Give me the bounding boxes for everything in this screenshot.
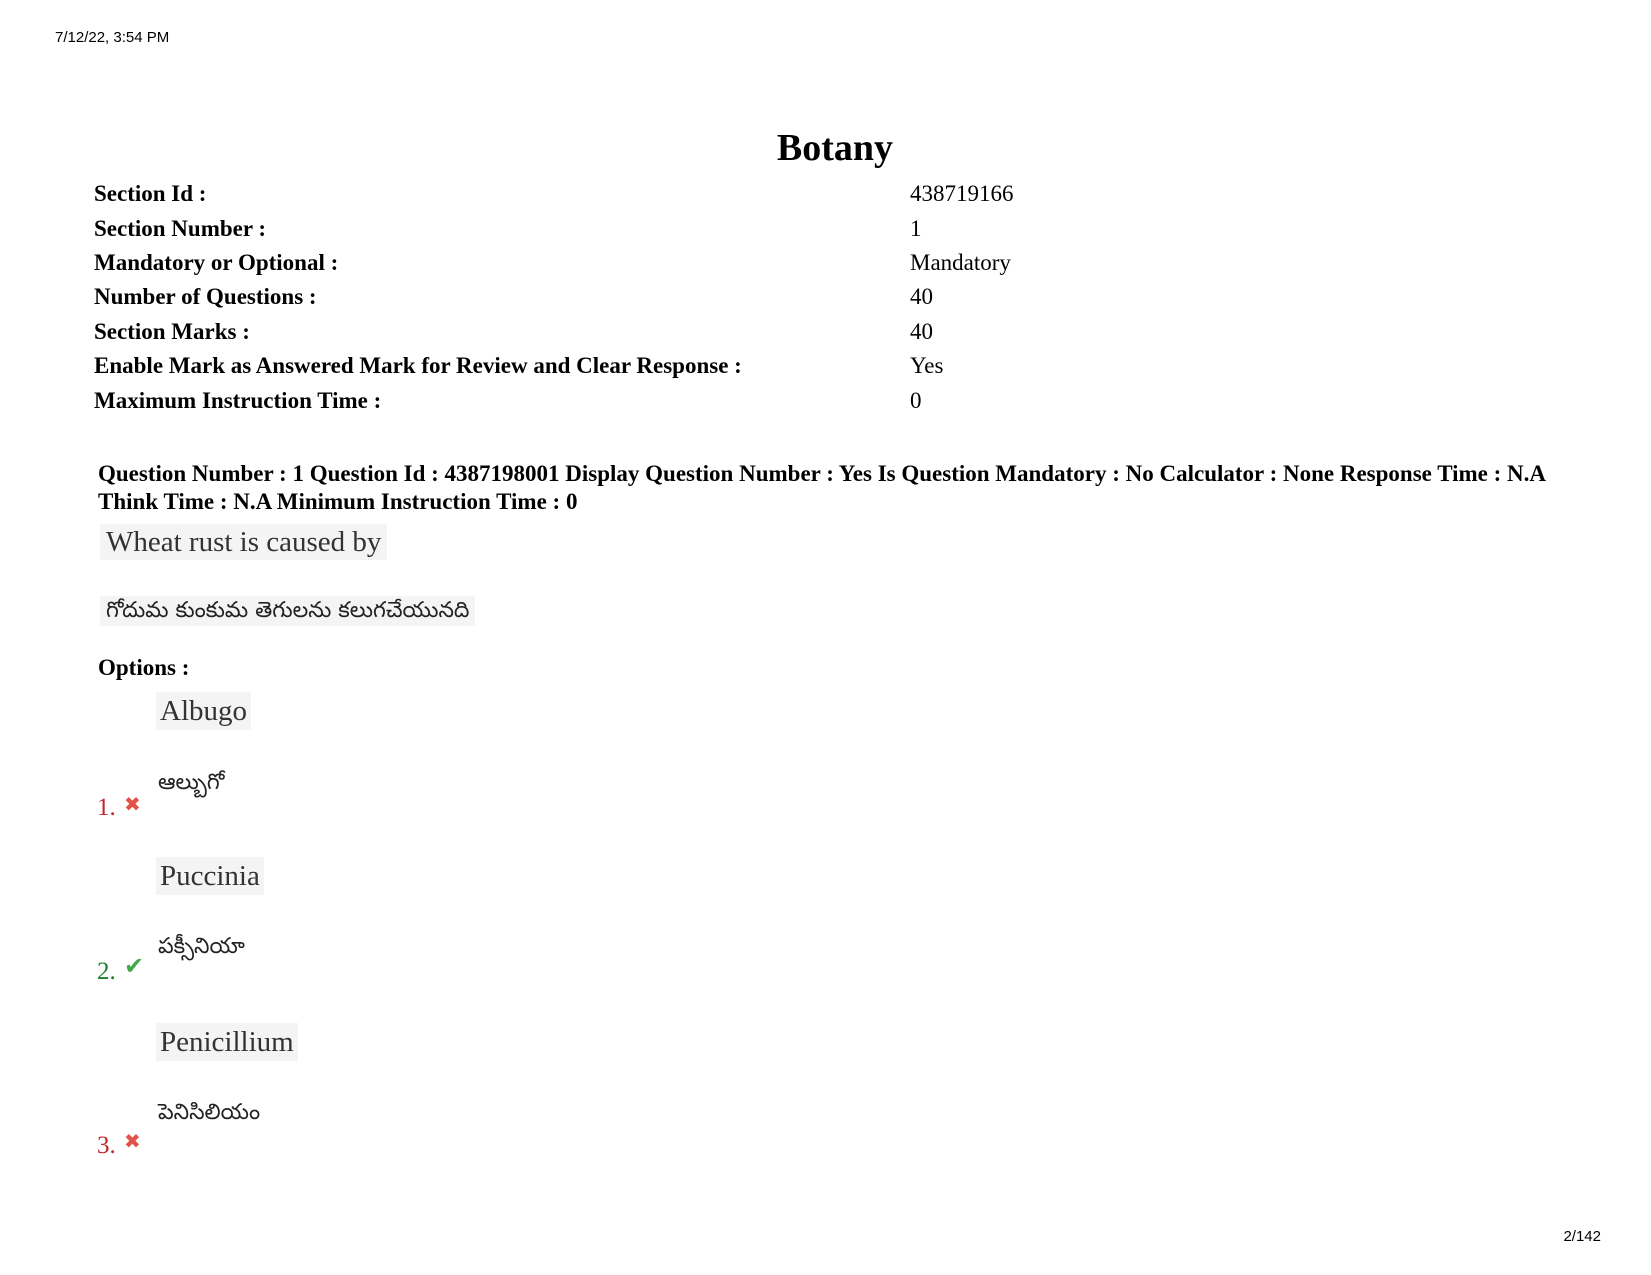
section-info-table (94, 177, 1014, 418)
mandatory-row (94, 246, 1014, 280)
question-count-row (94, 280, 1014, 314)
instruction-time-label: Maximum Instruction Time : (94, 387, 382, 413)
question-count-label: Number of Questions : (94, 284, 317, 310)
print-date: 7/12/22, 3:54 PM (55, 29, 170, 46)
mandatory-label: Mandatory or Optional : (94, 249, 339, 275)
section-marks-value: 40 (910, 318, 933, 344)
question-text-telugu: గోదుమ కుంకుమ తెగులను కలుగచేయునది (100, 596, 475, 626)
instruction-time-row (94, 383, 1014, 417)
cross-icon: ✖ (124, 792, 141, 816)
question-count-value: 40 (910, 284, 933, 310)
section-number-label: Section Number : (94, 215, 267, 241)
option-3-number: 3. (97, 1132, 116, 1159)
question-meta: Question Number : 1 Question Id : 4387198001 Display Question Number : Yes Is Question Mandatory : No Calculator : None Response Time : N.A Think Time : N.A Minimum Instruction Time : 0 (98, 461, 1545, 514)
option-3-text-telugu: పెనిసిలియం (158, 1100, 261, 1125)
option-2-text-telugu: పక్సీనియా (158, 934, 245, 959)
section-marks-row (94, 315, 1014, 349)
enable-mark-label: Enable Mark as Answered Mark for Review and Clear Response : (94, 353, 742, 379)
option-1-text-english: Albugo (156, 692, 251, 730)
option-1-text-telugu: ఆల్బుగో (158, 770, 225, 795)
section-number-row (94, 211, 1014, 245)
cross-icon: ✖ (124, 1129, 141, 1153)
enable-mark-value: Yes (910, 353, 944, 379)
enable-mark-row (94, 349, 1014, 383)
section-number-value: 1 (910, 215, 922, 241)
check-icon: ✔ (124, 952, 145, 980)
option-3-text-english: Penicillium (156, 1023, 298, 1061)
option-2-text-english: Puccinia (156, 857, 264, 895)
question-text-english: Wheat rust is caused by (100, 524, 387, 560)
option-1-number: 1. (97, 794, 116, 821)
mandatory-value: Mandatory (910, 249, 1011, 275)
section-id-value: 438719166 (910, 181, 1014, 207)
options-label: Options : (98, 655, 190, 680)
section-marks-label: Section Marks : (94, 318, 250, 344)
section-id-row (94, 177, 1014, 211)
page-number: 2/142 (1563, 1228, 1601, 1245)
section-id-label: Section Id : (94, 181, 207, 207)
option-2-number: 2. (97, 958, 116, 985)
instruction-time-value: 0 (910, 387, 922, 413)
section-title: Botany (776, 127, 894, 169)
